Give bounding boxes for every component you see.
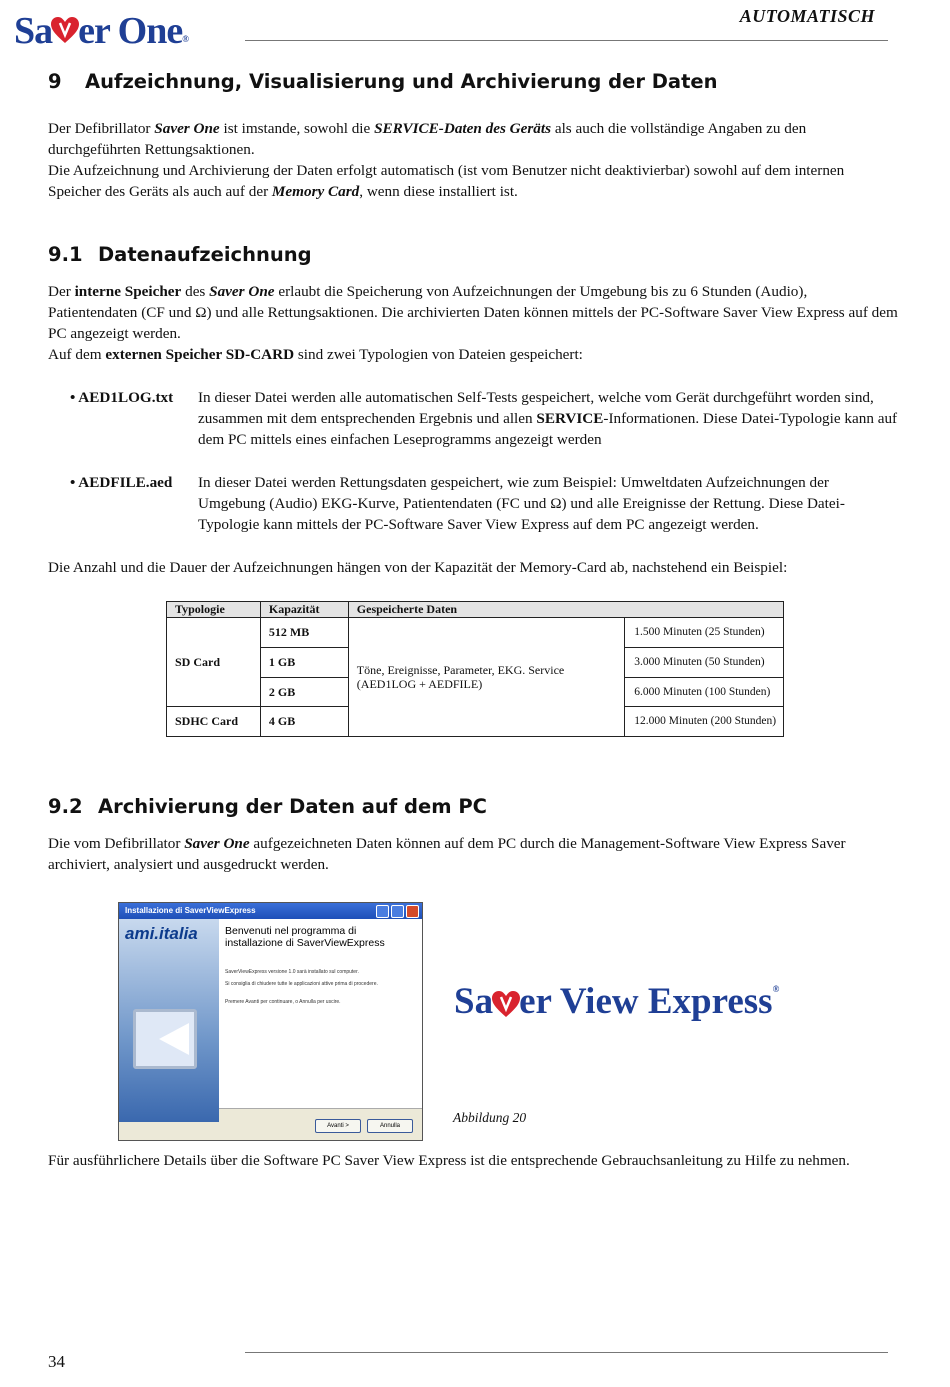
section-title: Datenaufzeichnung bbox=[98, 243, 312, 266]
section-9-1-paragraph-3: Die Anzahl und die Dauer der Aufzeichnungen hängen von der Kapazität der Memory-Card ab, nachstehend ein Beispiel: bbox=[48, 559, 788, 576]
logo-text-left: Sa bbox=[454, 981, 494, 1022]
saver-one-logo bbox=[14, 8, 188, 57]
close-icon bbox=[406, 905, 419, 918]
emphasis: SERVICE bbox=[536, 410, 604, 427]
emphasis: externen Speicher SD-CARD bbox=[105, 346, 295, 363]
emphasis: Saver One bbox=[209, 283, 275, 300]
section-9-paragraph-2 bbox=[48, 160, 898, 202]
section-9-paragraph-1 bbox=[48, 118, 898, 160]
logo-registered: ® bbox=[182, 34, 188, 44]
installer-footer bbox=[219, 1108, 422, 1141]
installer-content bbox=[219, 919, 422, 1109]
section-number: 9 bbox=[48, 70, 62, 93]
table-cell-type: SD Card bbox=[167, 618, 261, 707]
text: als auch die vollständige Angaben zu den durchgeführten Rettungsaktionen. bbox=[48, 120, 807, 158]
section-number: 9.1 bbox=[48, 243, 83, 266]
cancel-button: Annulla bbox=[367, 1119, 413, 1133]
text: Die Aufzeichnung und Archivierung der Daten erfolgt automatisch (ist vom Benutzer nicht deaktivierbar) sowohl auf dem internen Speicher des Geräts als auch auf der bbox=[48, 162, 845, 200]
bullet-aedfile: • AEDFILE.aed bbox=[70, 474, 173, 491]
text: des bbox=[181, 283, 210, 300]
table-header: Typologie bbox=[167, 602, 261, 618]
text: , wenn diese installiert ist. bbox=[359, 183, 518, 200]
table-cell-capacity: 1 GB bbox=[260, 648, 348, 678]
text: aufgezeichneten Daten können auf dem PC durch die Management-Software View Express Saver archiviert, analysiert und ausgedruckt werden. bbox=[48, 835, 846, 873]
heart-icon bbox=[491, 989, 521, 1021]
header-divider bbox=[245, 40, 888, 41]
text: In dieser Datei werden Rettungsdaten gespeichert, wie zum Beispiel: Umweltdaten Aufzeichnungen der Umgebung (Audio) EKG-Kurve, Patientendaten (FC und Ω) und alle Ereignisse der Rettung. Diese Datei-Typologie kann mittels der PC-Software Saver View Express auf dem PC angezeigt werden. bbox=[198, 474, 845, 533]
table-cell-duration: 6.000 Minuten (100 Stunden) bbox=[625, 678, 784, 707]
arrow-icon bbox=[159, 1023, 189, 1055]
text: Der Defibrillator bbox=[48, 120, 155, 137]
section-9-1-heading bbox=[48, 243, 312, 266]
table-cell-duration: 12.000 Minuten (200 Stunden) bbox=[625, 707, 784, 737]
text: Der bbox=[48, 283, 75, 300]
section-9-2-paragraph-1 bbox=[48, 833, 898, 875]
table-row bbox=[167, 618, 784, 648]
bullet-label: AEDFILE.aed bbox=[78, 474, 173, 491]
maximize-icon bbox=[391, 905, 404, 918]
table-header-row bbox=[167, 602, 784, 618]
installer-title-bar bbox=[119, 903, 422, 919]
table-cell-type: SDHC Card bbox=[167, 707, 261, 737]
ami-italia-logo: ami.italia bbox=[125, 924, 198, 943]
heart-icon bbox=[50, 11, 80, 57]
installer-text: Premere Avanti per continuare, o Annulla per uscire. bbox=[225, 999, 341, 1005]
bullet-aed1log: • AED1LOG.txt bbox=[70, 389, 174, 406]
text: erlaubt die Speicherung von Aufzeichnungen der Umgebung bis zu 6 Stunden (Audio), Patientendaten (CF und Ω) und alle Rettungsaktionen. Die archivierten Daten können mittels der PC-Software Saver View Express auf dem PC angezeigt werden. bbox=[48, 283, 898, 342]
section-title: Aufzeichnung, Visualisierung und Archivierung der Daten bbox=[85, 70, 718, 93]
bullet-aedfile-description bbox=[198, 472, 898, 535]
table-header: Gespeicherte Daten bbox=[348, 602, 783, 618]
minimize-icon bbox=[376, 905, 389, 918]
footer-divider bbox=[245, 1352, 888, 1353]
installer-title: Installazione di SaverViewExpress bbox=[125, 906, 256, 915]
installer-text: SaverViewExpress versione 1.0 sarà installato sul computer. bbox=[225, 969, 359, 975]
logo-text-right: er One bbox=[78, 10, 183, 52]
table-cell-duration: 3.000 Minuten (50 Stunden) bbox=[625, 648, 784, 678]
table-cell-stored-data: Töne, Ereignisse, Parameter, EKG. Service (AED1LOG + AEDFILE) bbox=[348, 618, 625, 737]
table-header: Kapazität bbox=[260, 602, 348, 618]
table-cell-duration: 1.500 Minuten (25 Stunden) bbox=[625, 618, 784, 648]
section-9-2-paragraph-2: Für ausführlichere Details über die Software PC Saver View Express ist die entsprechende Gebrauchsanleitung zu Hilfe zu nehmen. bbox=[48, 1152, 850, 1169]
table-cell-capacity: 4 GB bbox=[260, 707, 348, 737]
section-9-1-paragraph-1 bbox=[48, 281, 898, 344]
installer-heading: Benvenuti nel programma di installazione di SaverViewExpress bbox=[225, 925, 385, 949]
window-controls bbox=[376, 905, 419, 918]
installer-screenshot bbox=[118, 902, 423, 1141]
logo-text-left: Sa bbox=[14, 10, 53, 52]
emphasis: Saver One bbox=[184, 835, 250, 852]
logo-registered: ® bbox=[772, 984, 780, 994]
header-label: AUTOMATISCH bbox=[739, 6, 875, 26]
text: ist imstande, sowohl die bbox=[219, 120, 375, 137]
next-button: Avanti > bbox=[315, 1119, 361, 1133]
logo-text-right: er View Express bbox=[519, 981, 773, 1022]
emphasis: Saver One bbox=[154, 120, 220, 137]
installer-text: Si consiglia di chiudere tutte le applicazioni attive prima di procedere. bbox=[225, 981, 378, 987]
text: -Informationen. Diese Datei-Typologie kann auf dem PC mittels eines einfachen Leseprogramms angezeigt werden bbox=[198, 410, 898, 448]
emphasis: Memory Card bbox=[271, 183, 360, 200]
emphasis: SERVICE-Daten des Geräts bbox=[374, 120, 552, 137]
text: In dieser Datei werden alle automatischen Self-Tests gespeichert, welche vom Gerät durchgeführt worden sind, zusammen mit dem entsprechenden Ergebnis und allen bbox=[198, 389, 874, 427]
section-title: Archivierung der Daten auf dem PC bbox=[98, 795, 487, 818]
section-9-heading bbox=[48, 70, 718, 93]
emphasis: interne Speicher bbox=[74, 283, 182, 300]
figure-caption: Abbildung 20 bbox=[453, 1110, 527, 1125]
section-9-2-heading bbox=[48, 795, 487, 818]
bullet-aed1log-description bbox=[198, 387, 898, 450]
saver-view-express-logo bbox=[454, 980, 779, 1023]
page-number: 34 bbox=[48, 1352, 65, 1371]
table-cell-capacity: 512 MB bbox=[260, 618, 348, 648]
bullet-label: AED1LOG.txt bbox=[78, 389, 174, 406]
installer-sidebar bbox=[119, 919, 219, 1122]
text: Die vom Defibrillator bbox=[48, 835, 185, 852]
capacity-table bbox=[166, 601, 784, 737]
text: Auf dem bbox=[48, 346, 106, 363]
text: sind zwei Typologien von Dateien gespeichert: bbox=[294, 346, 583, 363]
section-9-1-paragraph-2 bbox=[48, 344, 898, 365]
section-number: 9.2 bbox=[48, 795, 83, 818]
table-cell-capacity: 2 GB bbox=[260, 678, 348, 707]
